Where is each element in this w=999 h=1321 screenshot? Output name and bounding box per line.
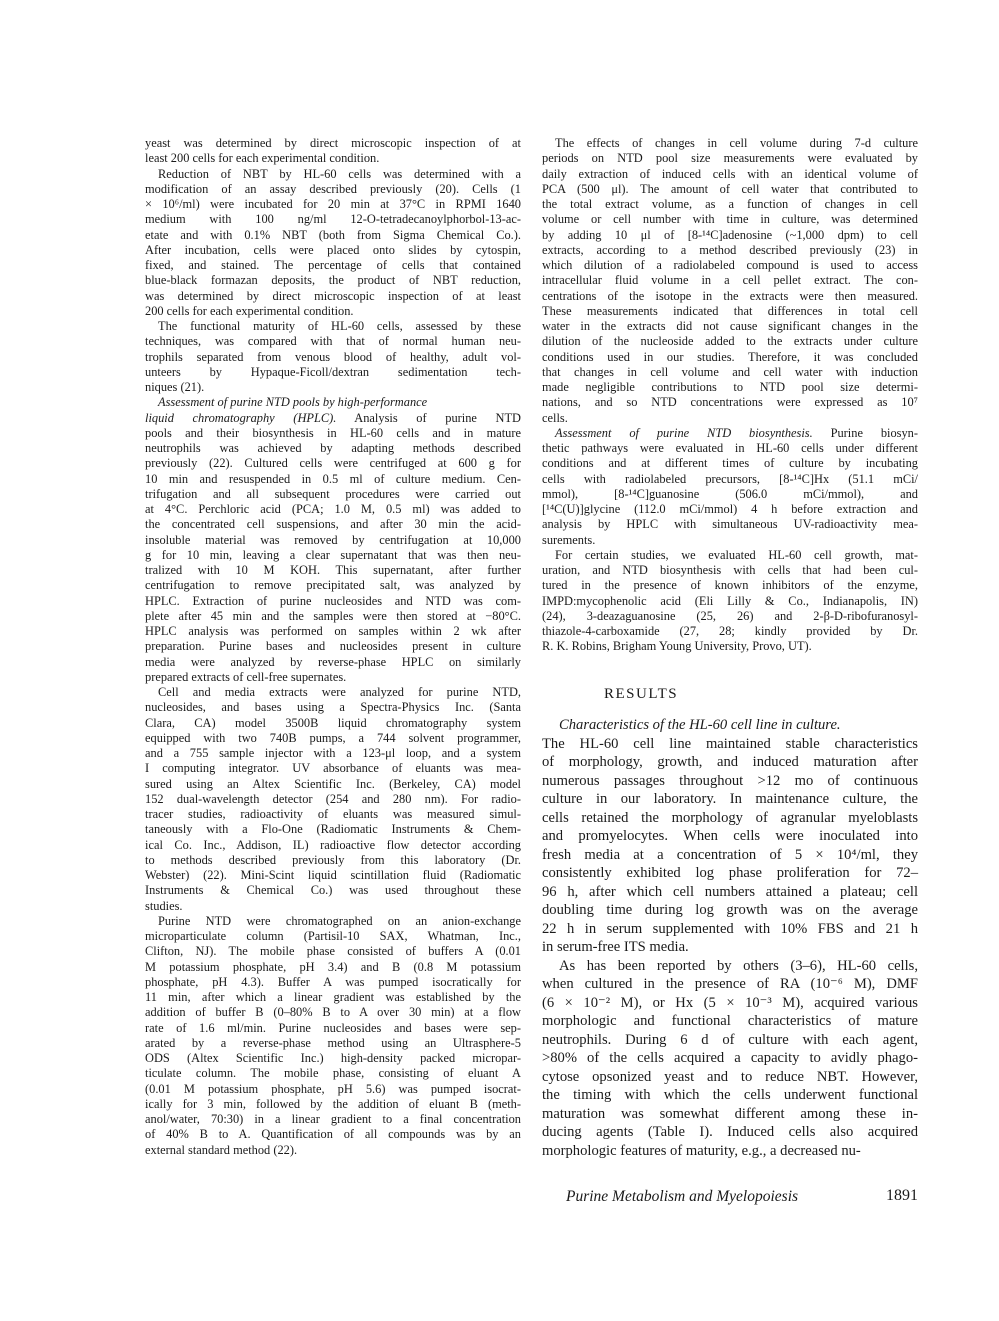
text-line: × 10⁶/ml) were incubated for 20 min at 37°C in RPMI 1640 (145, 197, 521, 211)
running-title: Purine Metabolism and Myelopoiesis (566, 1188, 799, 1205)
text-line: water in the extracts did not cause significant changes in the (542, 319, 918, 333)
text-line: The functional maturity of HL-60 cells, assessed by these (158, 319, 521, 333)
run-in-heading: liquid chromatography (HPLC). (145, 410, 337, 425)
text-line: cells retained the morphology of agranular myeloblasts (542, 809, 918, 826)
text-line: fresh media at a concentration of 5 × 10⁴/ml, they (542, 846, 918, 863)
paragraph (542, 957, 918, 1161)
text-line: rate of 1.6 ml/min. Purine nucleosides and bases were sep- (145, 1020, 521, 1035)
text-line: by adding 10 μl of [8-¹⁴C]adenosine (~1,000 dpm) to cell (542, 227, 918, 242)
paragraph (145, 685, 521, 914)
text-line: extracts, according to a method described previously (23) in (542, 242, 918, 257)
text-line: nucleosides, and bases using a Spectra-Physics Inc. (Santa (145, 700, 521, 715)
text-line: which dilution of a radiolabeled compound is used to access (542, 258, 918, 272)
text-line: of morphology, growth, and induced maturation after (542, 754, 918, 770)
text-line: cells with radiolabeled precursors, [8-¹⁴C]Hx (51.1 mCi/ (542, 471, 918, 486)
text-line: cells. (542, 410, 568, 425)
text-line (542, 716, 918, 735)
text-line: Instruments & Chemical Co.) was used throughout these (145, 883, 521, 898)
text-line: unteers by Hypaque-Ficoll/dextran sedimentation tech- (145, 364, 521, 379)
text-line: and promyelocytes. When cells were inoculated into (542, 828, 918, 844)
paragraph (542, 136, 918, 426)
text-line: mmol), [8-¹⁴C]guanosine (506.0 mCi/mmol), and (542, 486, 918, 501)
text-line: (24), 3-deazaguanosine (25, 26) and 2-β-D-ribofuranosyl- (542, 608, 918, 623)
text-line: the total extract volume, as a function of changes in cell (542, 197, 918, 211)
text-line (542, 426, 918, 441)
text-line: centrations of the isotope in the extracts were then measured. (542, 288, 918, 303)
text-line: centrifugation to remove precipitated salt, was analyzed by (145, 578, 521, 593)
line-text: Analysis of purine NTD (336, 410, 521, 425)
text-line: consistently exhibited log phase proliferation for 72– (542, 865, 918, 881)
text-line: yeast was determined by direct microscopic inspection of at (145, 136, 521, 150)
text-line: (0.01 M potassium phosphate, pH 5.6) was pumped isocrat- (145, 1081, 521, 1096)
text-line: tured in the presence of known inhibitors of the enzyme, (542, 578, 918, 593)
text-line: the timing with which the cells underwent functional (542, 1087, 918, 1103)
left-column (145, 136, 521, 1158)
text-line: conditions used in our studies. Therefore, it was concluded (542, 349, 918, 364)
text-line: at 4°C. Perchloric acid (PCA; 1.0 M, 0.5 ml) was added to (145, 502, 521, 516)
paragraph (542, 426, 918, 548)
text-line: microparticulate column (Partisil-10 SAX, Whatman, Inc., (145, 929, 521, 943)
text-line: modification of an assay described previously (20). Cells (1 (145, 181, 521, 196)
text-line: trifugation and all subsequent procedures were carried out (145, 486, 521, 501)
text-line: PCA (500 μl). The amount of cell water that contributed to (542, 181, 918, 196)
text-line: morphologic features of maturity, e.g., a decreased nu- (542, 1142, 861, 1159)
text-line: doubling time during log growth was on the average (542, 902, 918, 918)
text-line: maturation was somewhat different among these in- (542, 1105, 918, 1122)
paragraph (145, 136, 521, 167)
text-line: uration, and NTD biosynthesis with cells that had been cul- (542, 563, 918, 577)
text-line: techniques, was compared with that of normal human neu- (145, 334, 521, 349)
text-line (145, 395, 521, 410)
text-line: daily extraction of induced cells with an identical volume of (542, 166, 918, 181)
text-line: Clifton, NJ). The mobile phase consisted of buffers A (0.01 (145, 944, 521, 959)
text-line: the concentrated cell suspensions, and after 30 min the acid- (145, 517, 521, 532)
text-line: conditions and at different times of culture by incubating (542, 456, 918, 471)
text-line (145, 411, 521, 426)
text-line: media were analyzed by reverse-phase HPLC on similarly (145, 654, 521, 669)
text-line: Reduction of NBT by HL-60 cells was determined with a (158, 166, 521, 181)
text-line: niques (21). (145, 380, 205, 394)
paragraph (145, 395, 521, 685)
text-line: periods on NTD pool size measurements were evaluated by (542, 151, 918, 166)
text-line: blue-black formazan deposits, the product of NBT reduction, (145, 273, 521, 288)
text-line: Cell and media extracts were analyzed for purine NTD, (158, 685, 521, 699)
text-line: ical Co. Inc., Addison, IL) radioactive flow detector according (145, 837, 521, 852)
text-line: intracellular fluid volume in a cell pellet extract. The con- (542, 273, 918, 288)
text-line: culture in our laboratory. In maintenance culture, the (542, 791, 918, 807)
text-line: R. K. Robins, Brigham Young University, Provo, UT). (542, 639, 812, 654)
text-line: ically for 3 min, followed by the addition of eluant B (meth- (145, 1096, 521, 1111)
text-line: Purine NTD were chromatographed on an anion-exchange (158, 913, 521, 928)
text-line: to methods described previously from this laboratory (Dr. (145, 852, 521, 867)
text-line: trophils separated from venous blood of healthy, adult vol- (145, 349, 521, 364)
text-line: ticulate column. The mobile phase, consisting of eluant A (145, 1066, 521, 1081)
text-line: anol/water, 70:30) in a linear gradient to a final concentration (145, 1112, 521, 1126)
text-line: HPLC analysis was performed on samples within 2 wk after (145, 624, 521, 638)
text-line: equipped with two 740B pumps, a 744 solvent programmer, (145, 730, 521, 745)
text-line: fixed, and stained. The percentage of cells that contained (145, 258, 521, 272)
text-line: that changes in cell volume and cell water with induction (542, 364, 918, 379)
text-line: least 200 cells for each experimental condition. (145, 151, 380, 166)
text-line: cytose opsonized yeast and to reduce NBT. However, (542, 1068, 918, 1085)
run-in-heading: Assessment of purine NTD pools by high-performance (158, 395, 428, 410)
text-line: morphologic and functional characteristics of mature (542, 1013, 918, 1029)
text-line: As has been reported by others (3–6), HL-60 cells, (559, 957, 918, 974)
text-line: medium with 100 ng/ml 12-O-tetradecanoylphorbol-13-ac- (145, 212, 521, 227)
text-line: of 40% B to A. Quantification of all compounds was by an (145, 1127, 521, 1142)
text-line: studies. (145, 898, 183, 913)
text-line: (6 × 10⁻² M), or Hx (5 × 10⁻³ M), acquired various (542, 994, 918, 1011)
text-line: ODS (Altex Scientific Inc.) high-density packed micropar- (145, 1051, 521, 1065)
text-line: nations, and so NTD concentrations were expressed as 10⁷ (542, 395, 918, 410)
text-line: neutrophils was achieved by adapting methods described (145, 441, 521, 455)
text-line: The effects of changes in cell volume during 7-d culture (555, 136, 918, 150)
text-line: M potassium phosphate, pH 3.4) and B (0.8 M potassium (145, 959, 521, 974)
paragraph (542, 548, 918, 655)
text-line: sured using an Altex Scientific Inc. (Berkeley, CA) model (145, 776, 521, 791)
text-line: plete after 45 min and the samples were then stored at −80°C. (145, 608, 521, 623)
run-in-heading: Assessment of purine NTD biosynthesis. (555, 425, 813, 440)
text-line: 22 h in serum supplemented with 10% FBS and 21 h (542, 920, 918, 937)
text-line: thetic pathways were evaluated in HL-60 cells under different (542, 441, 918, 455)
paragraph (145, 167, 521, 320)
paragraph (145, 319, 521, 395)
text-line: 11 min, after which a linear gradient was established by the (145, 990, 521, 1004)
text-line: dilution of the nucleoside added to the extracts under culture (542, 334, 918, 349)
right-column (542, 136, 918, 655)
text-line: neutrophils. During 6 d of culture with each agent, (542, 1031, 918, 1048)
text-line: ducing agents (Table I). Induced cells also acquired (542, 1124, 918, 1140)
text-line: 10 min and resuspended in 0.5 ml of culture medium. Cen- (145, 471, 521, 486)
text-line: previously (22). Cultured cells were centrifuged at 600 g for (145, 456, 521, 471)
text-line: For certain studies, we evaluated HL-60 cell growth, mat- (555, 547, 918, 562)
paragraph (542, 716, 918, 957)
text-line: thiazole-4-carboxamide (27, 28; kindly provided by Dr. (542, 624, 918, 638)
text-line: [¹⁴C(U)]glycine (112.0 mCi/mmol) 4 h before extraction and (542, 502, 918, 516)
text-line: I computing integrator. UV absorbance of eluants was mea- (145, 761, 521, 776)
text-line: Clara, CA) model 3500B liquid chromatography system (145, 715, 521, 730)
text-line: 96 h, after which cell numbers attained a plateau; cell (542, 883, 918, 900)
text-line: insoluble material was removed by centrifugation at 10,000 (145, 532, 521, 547)
results-section (542, 716, 918, 1160)
section-heading-results: RESULTS (604, 686, 679, 702)
text-line: tracer studies, radioactivity of eluants was measured simul- (145, 807, 521, 821)
run-in-heading: Characteristics of the HL-60 cell line in culture. (559, 717, 841, 733)
text-line: addition of buffer B (0–80% B to A over 30 min) at a flow (145, 1005, 521, 1020)
text-line: After incubation, cells were placed onto slides by cytospin, (145, 242, 521, 257)
text-line: was determined by direct microscopic inspection of at least (145, 288, 521, 303)
text-line: analysis by HPLC with simultaneous UV-radioactivity mea- (542, 517, 918, 532)
line-text: Purine biosyn- (812, 425, 918, 440)
text-line: and a 755 sample injector with a 123-μl loop, and a system (145, 746, 521, 760)
text-line: in serum-free ITS media. (542, 939, 689, 955)
text-line: tralized with 10 M KOH. This supernatant, after further (145, 563, 521, 577)
text-line: Webster) (22). Mini-Scint liquid scintillation fluid (Radiomatic (145, 868, 521, 882)
text-line: taneously with a Flo-One (Radiomatic Instruments & Chem- (145, 822, 521, 837)
text-line: IMPD:mycophenolic acid (Eli Lilly & Co., Indianapolis, IN) (542, 593, 918, 608)
text-line: >80% of the cells acquired a capacity to avidly phago- (542, 1050, 918, 1066)
page-number: 1891 (886, 1187, 918, 1204)
text-line: HPLC. Extraction of purine nucleosides and NTD was com- (145, 593, 521, 608)
text-line: phosphate, pH 4.3). Buffer A was pumped isocratically for (145, 974, 521, 989)
text-line: arated by a reverse-phase method using an Ultrasphere-5 (145, 1035, 521, 1050)
text-line: These measurements indicated that differences in total cell (542, 303, 918, 318)
text-line: prepared extracts of cell-free supernates. (145, 669, 347, 684)
text-line: 152 dual-wavelength detector (254 and 280 nm). For radio- (145, 791, 521, 806)
text-line: when cultured in the presence of RA (10⁻⁶ M), DMF (542, 976, 918, 992)
text-line: The HL-60 cell line maintained stable characteristics (542, 735, 918, 752)
paragraph (145, 914, 521, 1158)
text-line: g for 10 min, leaving a clear supernatant that was then neu- (145, 547, 521, 562)
text-line: 200 cells for each experimental condition. (145, 303, 354, 318)
text-line: made negligible contributions to NTD pool size determi- (542, 380, 918, 394)
text-line: surements. (542, 532, 596, 547)
text-line: pools and their biosynthesis in HL-60 cells and in mature (145, 425, 521, 440)
text-line: preparation. Purine bases and nucleosides present in culture (145, 639, 521, 654)
text-line: numerous passages throughout >12 mo of continuous (542, 772, 918, 789)
text-line: external standard method (22). (145, 1142, 298, 1157)
text-line: volume or cell number with time in culture, was determined (542, 212, 918, 227)
text-line: etate and with 0.1% NBT (both from Sigma Chemical Co.). (145, 227, 521, 242)
